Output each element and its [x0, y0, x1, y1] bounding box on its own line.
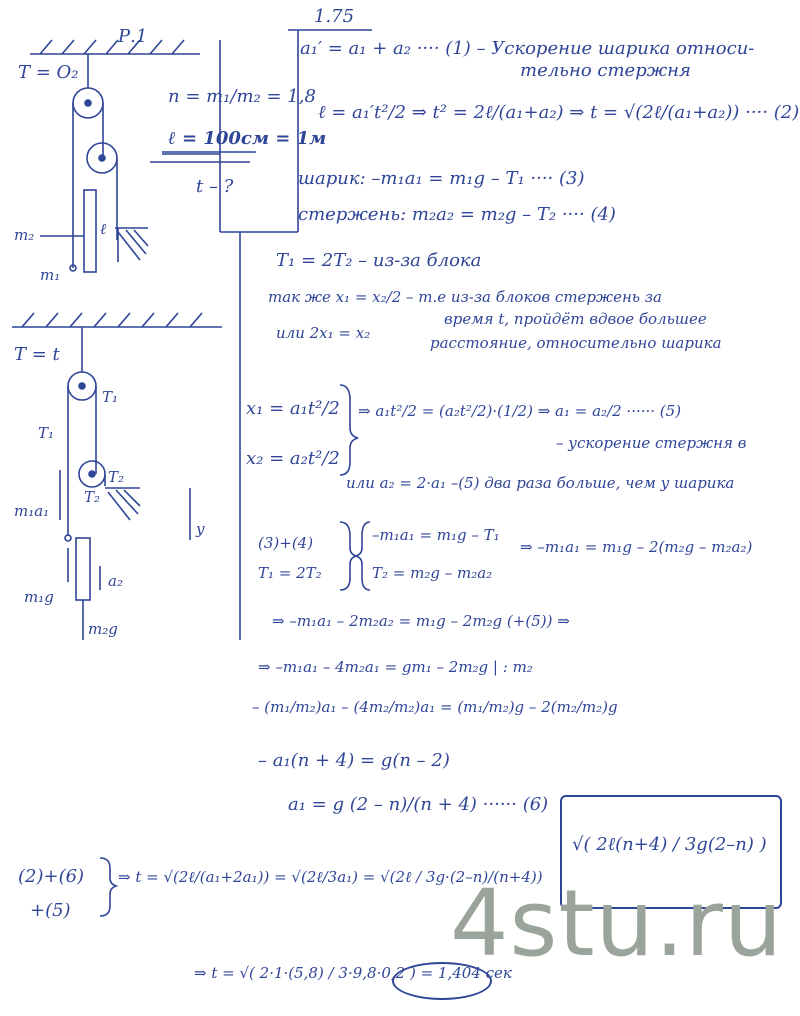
line-27: +(5) — [30, 900, 71, 921]
find-label: t – ? — [196, 176, 234, 197]
line-2: тельно стержня — [520, 60, 691, 81]
line-9: или 2x₁ = x₂ — [276, 324, 371, 342]
label-T2: T₂ — [108, 468, 125, 486]
line-13: ⇒ a₁t²/2 = (a₂t²/2)·(1/2) ⇒ a₁ = a₂/2 ······ (5) — [358, 402, 682, 420]
line-17: T₁ = 2T₂ — [258, 564, 322, 582]
line-10: расстояние, относительно шарика — [430, 334, 722, 352]
ceiling-hatch — [40, 40, 184, 54]
line-16: (3)+(4) — [258, 534, 314, 552]
label-T1-top: T₁ — [102, 388, 119, 406]
ceiling-hatch-2 — [22, 313, 202, 327]
line-3: ℓ = a₁′t²/2 ⇒ t² = 2ℓ/(a₁+a₂) ⇒ t = √(2ℓ/(a₁+a₂)) ···· (2) — [318, 102, 800, 123]
line-1: a₁′ = a₁ + a₂ ···· (1) – Ускорение шарика отноcи- — [300, 38, 755, 59]
watermark: 4stu.ru — [450, 870, 784, 977]
problem-number: 1.75 — [314, 6, 355, 27]
line-19: T₂ = m₂g – m₂a₂ — [372, 564, 493, 582]
given-length: ℓ = 100см = 1м — [168, 128, 327, 149]
line-15: или a₂ = 2·a₁ –(5) два раза больше, чем у шарика — [346, 474, 735, 492]
label-m1: m₁ — [40, 266, 61, 284]
rod-2 — [76, 538, 90, 600]
line-11: x₁ = a₁t²/2 — [246, 398, 340, 419]
label-m2: m₂ — [14, 226, 35, 244]
line-21: ⇒ –m₁a₁ – 2m₂a₂ = m₁g – 2m₂g (+(5)) ⇒ — [272, 612, 570, 630]
line-26: (2)+(6) — [18, 866, 85, 887]
label-a2: a₂ — [108, 572, 123, 590]
line-30-numeric-answer: ⇒ t = √( 2·1·(5,8) / 3·9,8·0,2 ) = 1,404 сек — [194, 964, 512, 982]
line-24: – a₁(n + 4) = g(n – 2) — [258, 750, 450, 771]
label-m2g: m₂g — [88, 620, 118, 638]
line-14: – ускорение стержня в — [556, 434, 747, 452]
line-7: так же x₁ = x₂/2 – т.е из-за блоков стержень за — [268, 288, 662, 306]
line-29-answer-formula: √( 2ℓ(n+4) / 3g(2–n) ) — [572, 834, 767, 855]
label-ell: ℓ — [100, 220, 107, 238]
time-zero-label: T = O₂ — [18, 62, 79, 83]
line-20: ⇒ –m₁a₁ = m₁g – 2(m₂g – m₂a₂) — [520, 538, 753, 556]
line-28: ⇒ t = √(2ℓ/(a₁+2a₁)) = √(2ℓ/3a₁) = √(2ℓ / 3g·(2–n)/(n+4)) — [118, 868, 543, 886]
rod — [84, 190, 96, 272]
label-y: y — [196, 520, 205, 538]
problem-label: Р.1 — [118, 26, 148, 47]
line-6: T₁ = 2T₂ – из-за блока — [276, 250, 482, 271]
line-25: a₁ = g (2 – n)/(n + 4) ······ (6) — [288, 794, 549, 815]
label-T1-left: T₁ — [38, 424, 55, 442]
line-4: шарик: –m₁a₁ = m₁g – T₁ ···· (3) — [298, 168, 585, 189]
line-5: стержень: m₂a₂ = m₂g – T₂ ···· (4) — [298, 204, 616, 225]
line-8: время t, пройдёт вдвое большее — [444, 310, 707, 328]
label-m1g: m₁g — [24, 588, 54, 606]
line-22: ⇒ –m₁a₁ – 4m₂a₁ = gm₁ – 2m₂g | : m₂ — [258, 658, 533, 676]
label-T2b: T₂ — [84, 488, 101, 506]
label-m1a1: m₁a₁ — [14, 502, 50, 520]
line-23: – (m₁/m₂)a₁ – (4m₂/m₂)a₁ = (m₁/m₂)g – 2(m₂/m₂)g — [252, 698, 618, 716]
given-ratio: n = m₁/m₂ = 1,8 — [168, 86, 316, 107]
line-18: –m₁a₁ = m₁g – T₁ — [372, 526, 500, 544]
time-t-label: T = t — [14, 344, 60, 365]
line-12: x₂ = a₂t²/2 — [246, 448, 340, 469]
